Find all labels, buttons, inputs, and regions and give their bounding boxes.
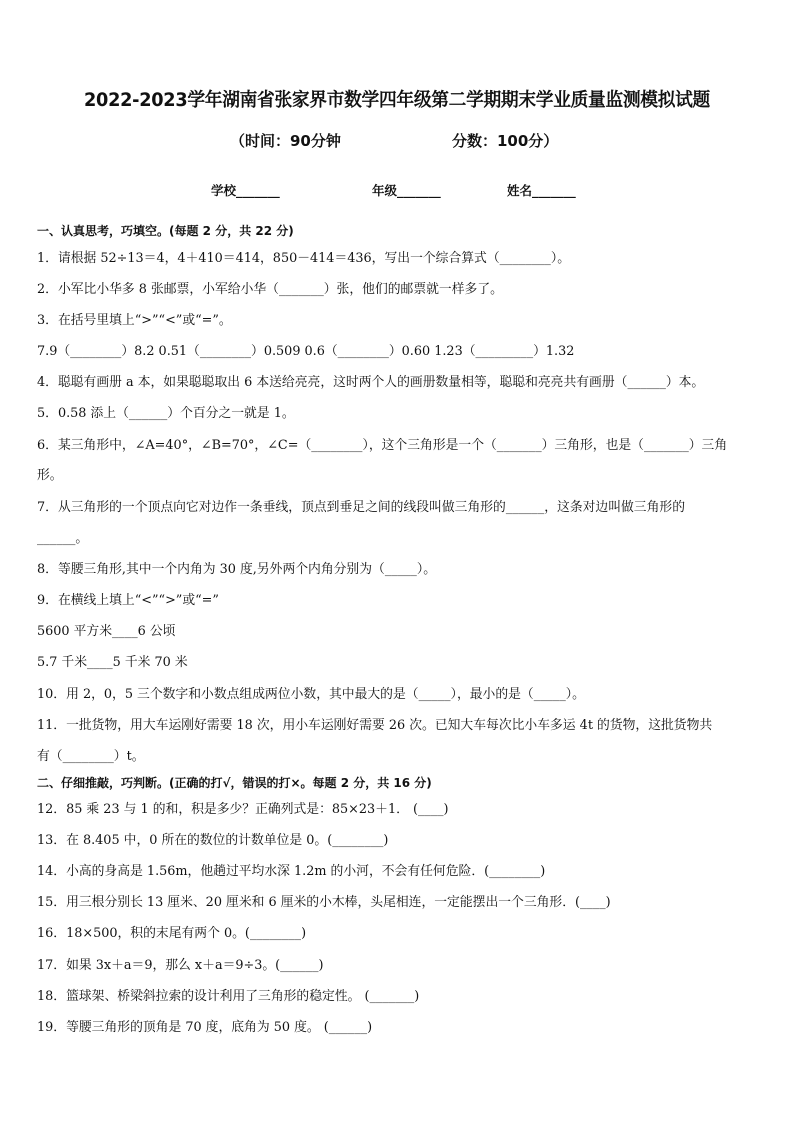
question-19: 19．等腰三角形的顶角是 70 度，底角为 50 度。 (______): [37, 1020, 373, 1035]
exam-time: （时间：90分钟: [230, 132, 341, 150]
question-3-items: 7.9（________）8.2 0.51（________）0.509 0.6（________）0.60 1.23（_________）1.32: [37, 344, 575, 359]
question-11-continued: 有（________）t。: [37, 749, 145, 764]
question-7: 7．从三角形的一个顶点向它对边作一条垂线，顶点到垂足之间的线段叫做三角形的______，这条对边叫做三角形的: [37, 500, 685, 515]
question-7-continued: ______。: [37, 531, 89, 546]
question-12: 12．85 乘 23 与 1 的和，积是多少？正确列式是：85×23＋1． (____): [37, 802, 449, 817]
question-6: 6．某三角形中，∠A=40°，∠B=70°，∠C=（________），这个三角形是一个（_______）三角形，也是（_______）三角: [37, 438, 728, 453]
question-1: 1．请根据 52÷13＝4，4＋410＝414，850－414＝436，写出一个综合算式（________）。: [37, 251, 571, 266]
exam-score: 分数：100分）: [452, 132, 559, 150]
question-9-item-b: 5.7 千米____5 千米 70 米: [37, 655, 188, 670]
name-field: 姓名_______: [507, 183, 576, 198]
question-6-continued: 形。: [37, 468, 63, 483]
grade-field: 年级_______: [372, 183, 441, 198]
question-16: 16．18×500，积的末尾有两个 0。(________): [37, 926, 307, 941]
page-title: 2022-2023学年湖南省张家界市数学四年级第二学期期末学业质量监测模拟试题: [84, 90, 710, 111]
question-11: 11．一批货物，用大车运刚好需要 18 次，用小车运刚好需要 26 次。已知大车每次比小车多运 4t 的货物，这批货物共: [37, 718, 713, 733]
question-9: 9．在横线上填上“<”“>”或“=”: [37, 593, 219, 608]
question-5: 5．0.58 添上（______）个百分之一就是 1。: [37, 406, 295, 421]
school-field: 学校_______: [211, 183, 280, 198]
question-8: 8．等腰三角形,其中一个内角为 30 度,另外两个内角分别为（_____）。: [37, 562, 437, 577]
question-13: 13．在 8.405 中，0 所在的数位的计数单位是 0。(________): [37, 833, 389, 848]
question-14: 14．小高的身高是 1.56m，他趟过平均水深 1.2m 的小河，不会有任何危险．(________): [37, 864, 546, 879]
question-18: 18．篮球架、桥梁斜拉索的设计利用了三角形的稳定性。 (_______): [37, 989, 420, 1004]
question-10: 10．用 2，0，5 三个数字和小数点组成两位小数，其中最大的是（_____），最小的是（_____）。: [37, 687, 585, 702]
question-3: 3．在括号里填上“>”“<”或“=”。: [37, 313, 232, 328]
question-4: 4．聪聪有画册 a 本，如果聪聪取出 6 本送给亮亮，这时两个人的画册数量相等，聪聪和亮亮共有画册（______）本。: [37, 375, 705, 390]
question-9-item-a: 5600 平方米____6 公顷: [37, 624, 176, 639]
section-heading-judge: 二、仔细推敲，巧判断。(正确的打√，错误的打×。每题 2 分，共 16 分): [37, 776, 432, 790]
question-2: 2．小军比小华多 8 张邮票，小军给小华（_______）张，他们的邮票就一样多了。: [37, 282, 503, 297]
section-heading-fill: 一、认真思考，巧填空。(每题 2 分，共 22 分): [37, 224, 294, 238]
question-17: 17．如果 3x＋a＝9，那么 x＋a＝9÷3。(______): [37, 958, 324, 973]
question-15: 15．用三根分别长 13 厘米、20 厘米和 6 厘米的小木棒，头尾相连，一定能摆出一个三角形．(____): [37, 895, 611, 910]
